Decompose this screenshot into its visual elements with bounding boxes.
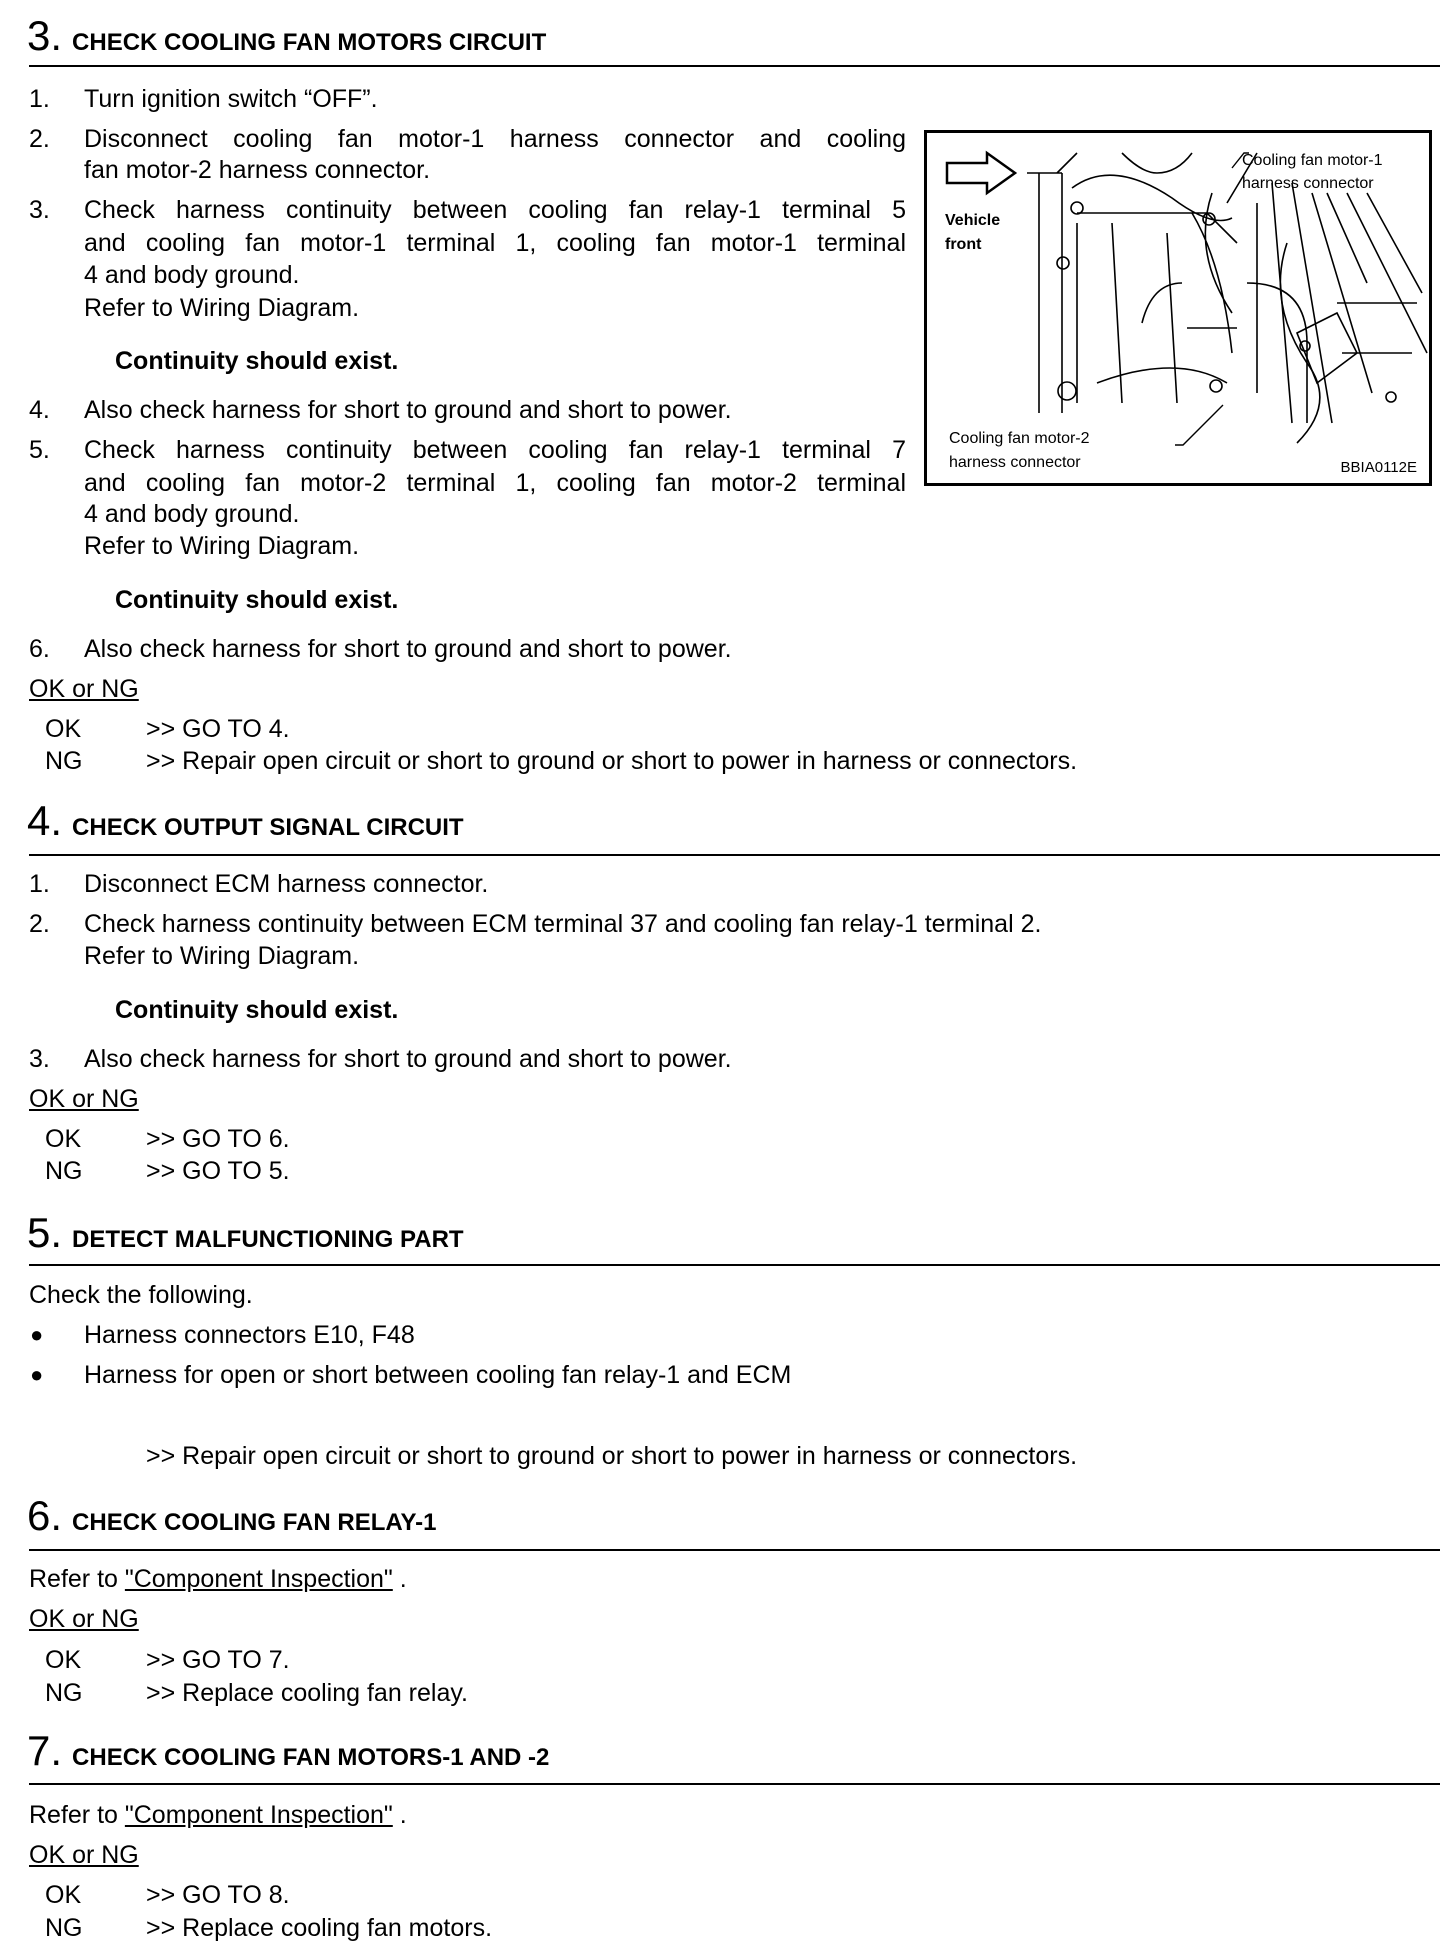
list-item: Also check harness for short to ground and short to power. [84,635,732,663]
divider [29,1549,1440,1551]
refer-text [29,1564,407,1594]
ok-action: >> GO TO 7. [146,1646,290,1674]
list-item: 4 and body ground. [84,500,300,528]
list-item: Check harness continuity between cooling fan relay-1 terminal 7 [84,436,906,464]
ok-label: OK [45,715,82,743]
ng-label: NG [45,747,83,775]
bullet-item: Harness connectors E10, F48 [84,1321,415,1349]
harness-connector-illustration [924,130,1432,486]
ng-label: NG [45,1679,83,1707]
ok-label: OK [45,1125,82,1153]
list-item: Refer to Wiring Diagram. [84,942,360,970]
bullet-item: Harness for open or short between cooling fan relay-1 and ECM [84,1361,792,1389]
repair-action: >> Repair open circuit or short to ground or short to power in harness or connectors. [146,1442,1078,1470]
section-4-heading [27,797,464,845]
ok-label: OK [45,1881,82,1909]
list-item: Check harness continuity between cooling fan relay-1 terminal 5 [84,196,906,224]
step-title: DETECT MALFUNCTIONING PART [72,1226,464,1253]
refer-prefix: Refer to [29,1801,125,1829]
ng-action: >> Replace cooling fan motors. [146,1914,493,1942]
list-number: 1. [29,85,50,113]
ng-label: NG [45,1914,83,1942]
intro-text: Check the following. [29,1281,253,1309]
list-item: Refer to Wiring Diagram. [84,532,360,560]
step-title: CHECK COOLING FAN MOTORS CIRCUIT [72,29,547,56]
ok-action: >> GO TO 8. [146,1881,290,1909]
section-6-heading [27,1492,437,1540]
ok-action: >> GO TO 6. [146,1125,290,1153]
list-item: 4 and body ground. [84,261,300,289]
list-item: Disconnect cooling fan motor-1 harness connector and cooling [84,125,906,153]
component-inspection-link[interactable]: "Component Inspection" [124,1801,393,1829]
list-number: 4. [29,396,50,424]
list-number: 2. [29,125,50,153]
continuity-spec: Continuity should exist. [115,347,399,375]
list-item: Turn ignition switch “OFF”. [84,85,378,113]
ng-action: >> Repair open circuit or short to ground or short to power in harness or connectors. [146,747,1078,775]
vehicle-front-label: front [945,236,982,253]
bullet-icon: ● [30,1322,44,1347]
ok-action: >> GO TO 4. [146,715,290,743]
step-number: 4. [27,797,63,844]
motor2-connector-label: Cooling fan motor-2 [949,430,1090,447]
section-3-heading [27,12,546,60]
ng-label: NG [45,1157,83,1185]
divider [29,65,1440,67]
list-item: and cooling fan motor-2 terminal 1, cooling fan motor-2 terminal [84,469,906,497]
bullet-icon: ● [30,1362,44,1387]
list-number: 6. [29,635,50,663]
list-item: Also check harness for short to ground and short to power. [84,396,732,424]
refer-prefix: Refer to [29,1565,125,1593]
step-title: CHECK COOLING FAN RELAY-1 [72,1509,437,1536]
figure-code: BBIA0112E [1340,459,1417,476]
list-number: 3. [29,196,50,224]
step-title: CHECK OUTPUT SIGNAL CIRCUIT [72,814,464,841]
ok-label: OK [45,1646,82,1674]
ok-or-ng-label: OK or NG [29,1605,139,1633]
divider [29,1783,1440,1785]
step-number: 7. [27,1727,63,1774]
motor1-connector-label: Cooling fan motor-1 [1242,152,1383,169]
list-item: Also check harness for short to ground and short to power. [84,1045,732,1073]
list-number: 3. [29,1045,50,1073]
list-item: and cooling fan motor-1 terminal 1, cooling fan motor-1 terminal [84,229,906,257]
arrow-right-icon [947,153,1015,193]
motor1-connector-label: harness connector [1242,175,1374,192]
list-item: Disconnect ECM harness connector. [84,870,489,898]
refer-suffix: . [392,1565,407,1593]
continuity-spec: Continuity should exist. [115,586,399,614]
list-item: fan motor-2 harness connector. [84,156,431,184]
divider [29,1264,1440,1266]
vehicle-front-label: Vehicle [945,212,1001,229]
ok-or-ng-label: OK or NG [29,1085,139,1113]
section-7-heading [27,1727,549,1775]
list-item: Check harness continuity between ECM terminal 37 and cooling fan relay-1 terminal 2. [84,910,1042,938]
step-number: 5. [27,1209,63,1256]
ok-or-ng-label: OK or NG [29,675,139,703]
ng-action: >> GO TO 5. [146,1157,290,1185]
list-item: Refer to Wiring Diagram. [84,294,360,322]
step-title: CHECK COOLING FAN MOTORS-1 AND -2 [72,1744,550,1771]
continuity-spec: Continuity should exist. [115,996,399,1024]
ok-or-ng-label: OK or NG [29,1841,139,1869]
step-number: 3. [27,12,63,59]
divider [29,854,1440,856]
refer-text [29,1800,407,1830]
section-5-heading [27,1209,464,1257]
list-number: 5. [29,436,50,464]
engine-bay-drawing [927,133,1429,483]
motor2-connector-label: harness connector [949,454,1081,471]
refer-suffix: . [392,1801,407,1829]
ng-action: >> Replace cooling fan relay. [146,1679,468,1707]
list-number: 1. [29,870,50,898]
step-number: 6. [27,1492,63,1539]
component-inspection-link[interactable]: "Component Inspection" [124,1565,393,1593]
list-number: 2. [29,910,50,938]
